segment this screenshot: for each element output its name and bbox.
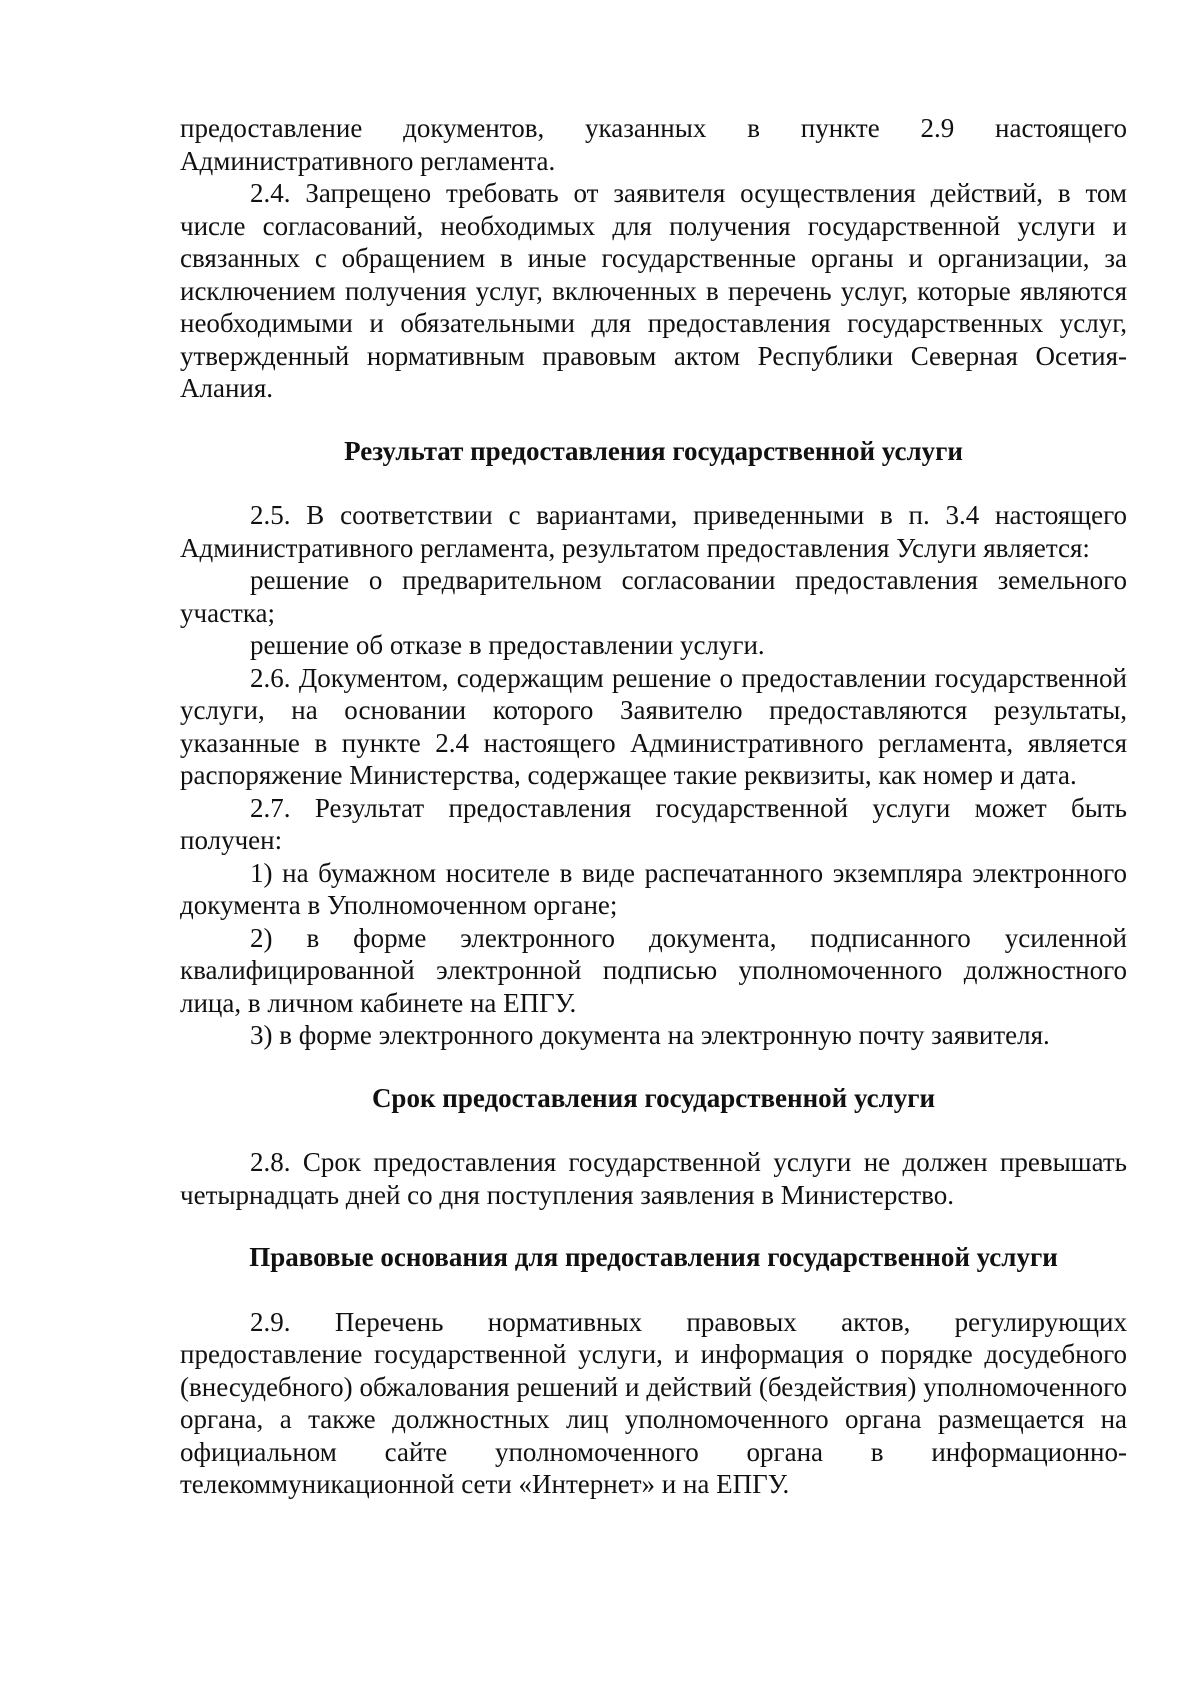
list-item-result-refusal: решение об отказе в предоставлении услуги. — [250, 630, 765, 660]
paragraph-2-7: 2.7. Результат предоставления государственной услуги может быть получен: — [180, 792, 1127, 855]
heading-term: Срок предоставления государственной услуги — [371, 1082, 936, 1113]
paragraph-2-5: 2.5. В соответствии с вариантами, приведенными в п. 3.4 настоящего Административного регламента, результатом предоставления Услуги является: — [180, 500, 1127, 563]
paragraph-2-6: 2.6. Документом, содержащим решение о предоставлении государственной услуги, на основании которого Заявителю предоставляются результаты, указанные в пункте 2.4 настоящего Административного регламента, является распоряжение Министерства, содержащее такие реквизиты, как номер и дата. — [180, 662, 1127, 790]
document-page — [180, 112, 1127, 1501]
heading-result: Результат предоставления государственной услуги — [344, 435, 963, 466]
list-item-result-approval: решение о предварительном согласовании предоставления земельного участка; — [180, 565, 1127, 628]
paragraph-2-9: 2.9. Перечень нормативных правовых актов, регулирующих предоставление государственной услуги, и информация о порядке досудебного (внесудебного) обжалования решений и действий (бездействия) уполномоченного органа, а также должностных лиц уполномоченного органа размещается на официальном сайте уполномоченного органа в информационно-телекоммуникационной сети «Интернет» и на ЕПГУ. — [180, 1306, 1127, 1499]
paragraph-continuation: предоставление документов, указанных в пункте 2.9 настоящего Административного регламента. — [180, 113, 1127, 176]
list-item-paper: 1) на бумажном носителе в виде распечатанного экземпляра электронного документа в Уполномоченном органе; — [180, 857, 1127, 920]
list-item-email: 3) в форме электронного документа на электронную почту заявителя. — [250, 1020, 1050, 1050]
paragraph-2-8: 2.8. Срок предоставления государственной услуги не должен превышать четырнадцать дней со дня поступления заявления в Министерство. — [180, 1147, 1127, 1210]
paragraph-2-4: 2.4. Запрещено требовать от заявителя осуществления действий, в том числе согласований, необходимых для получения государственной услуги и связанных с обращением в иные государственные органы и организации, за исключением получения услуг, включенных в перечень услуг, которые являются необходимыми и обязательными для предоставления государственных услуг, утвержденный нормативным правовым актом Республики Северная Осетия-Алания. — [180, 178, 1127, 403]
list-item-epgu: 2) в форме электронного документа, подписанного усиленной квалифицированной электронной подписью уполномоченного должностного лица, в личном кабинете на ЕПГУ. — [180, 922, 1127, 1018]
heading-legal: Правовые основания для предоставления государственной услуги — [249, 1242, 1058, 1272]
